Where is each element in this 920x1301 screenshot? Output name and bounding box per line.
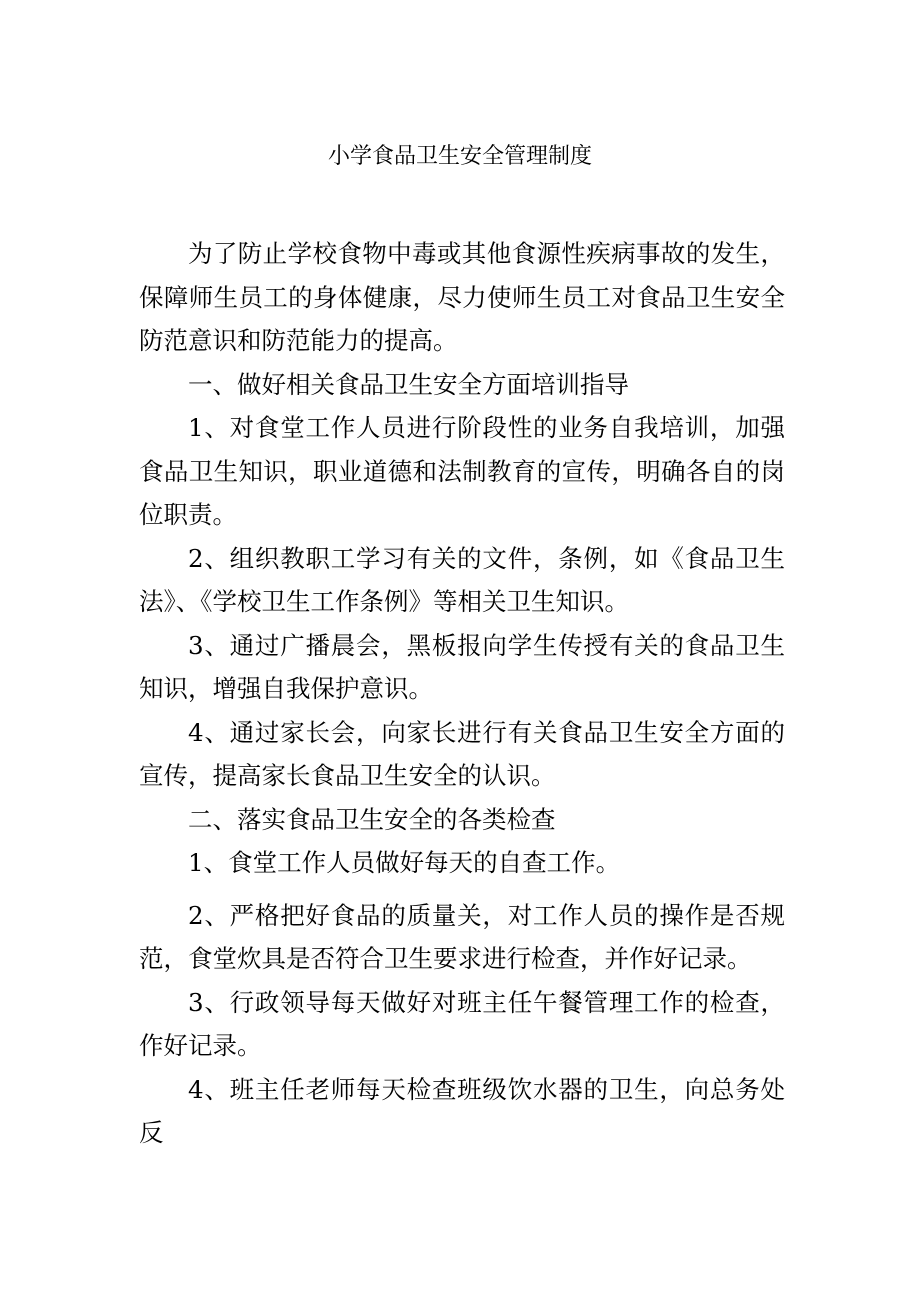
document-title: 小学食品卫生安全管理制度 xyxy=(327,144,592,169)
section-2-item-2: 2、严格把好食品的质量关，对工作人员的操作是否规范，食堂炊具是否符合卫生要求进行检查，并作好记录。 xyxy=(139,900,785,973)
section-heading-1: 一、做好相关食品卫生安全方面培训指导 xyxy=(188,369,629,399)
section-2-item-1: 1、食堂工作人员做好每天的自查工作。 xyxy=(188,848,621,877)
section-2-item-4: 4、班主任老师每天检查班级饮水器的卫生，向总务处反 xyxy=(139,1074,785,1147)
document-body xyxy=(139,232,785,1155)
section-2-item-3: 3、行政领导每天做好对班主任午餐管理工作的检查，作好记录。 xyxy=(139,987,785,1060)
section-1-item-4: 4、通过家长会，向家长进行有关食品卫生安全方面的宣传，提高家长食品卫生安全的认识。 xyxy=(139,717,785,790)
section-1-item-2: 2、组织教职工学习有关的文件，条例，如《食品卫生法》、《学校卫生工作条例》等相关卫生知识。 xyxy=(139,543,785,616)
intro-paragraph: 为了防止学校食物中毒或其他食源性疾病事故的发生，保障师生员工的身体健康，尽力使师生员工对食品卫生安全防范意识和防范能力的提高。 xyxy=(139,239,785,355)
section-1-item-3: 3、通过广播晨会，黑板报向学生传授有关的食品卫生知识，增强自我保护意识。 xyxy=(139,630,785,703)
section-heading-2: 二、落实食品卫生安全的各类检查 xyxy=(188,804,556,834)
section-1-item-1: 1、对食堂工作人员进行阶段性的业务自我培训，加强食品卫生知识，职业道德和法制教育的宣传，明确各自的岗位职责。 xyxy=(139,413,785,529)
